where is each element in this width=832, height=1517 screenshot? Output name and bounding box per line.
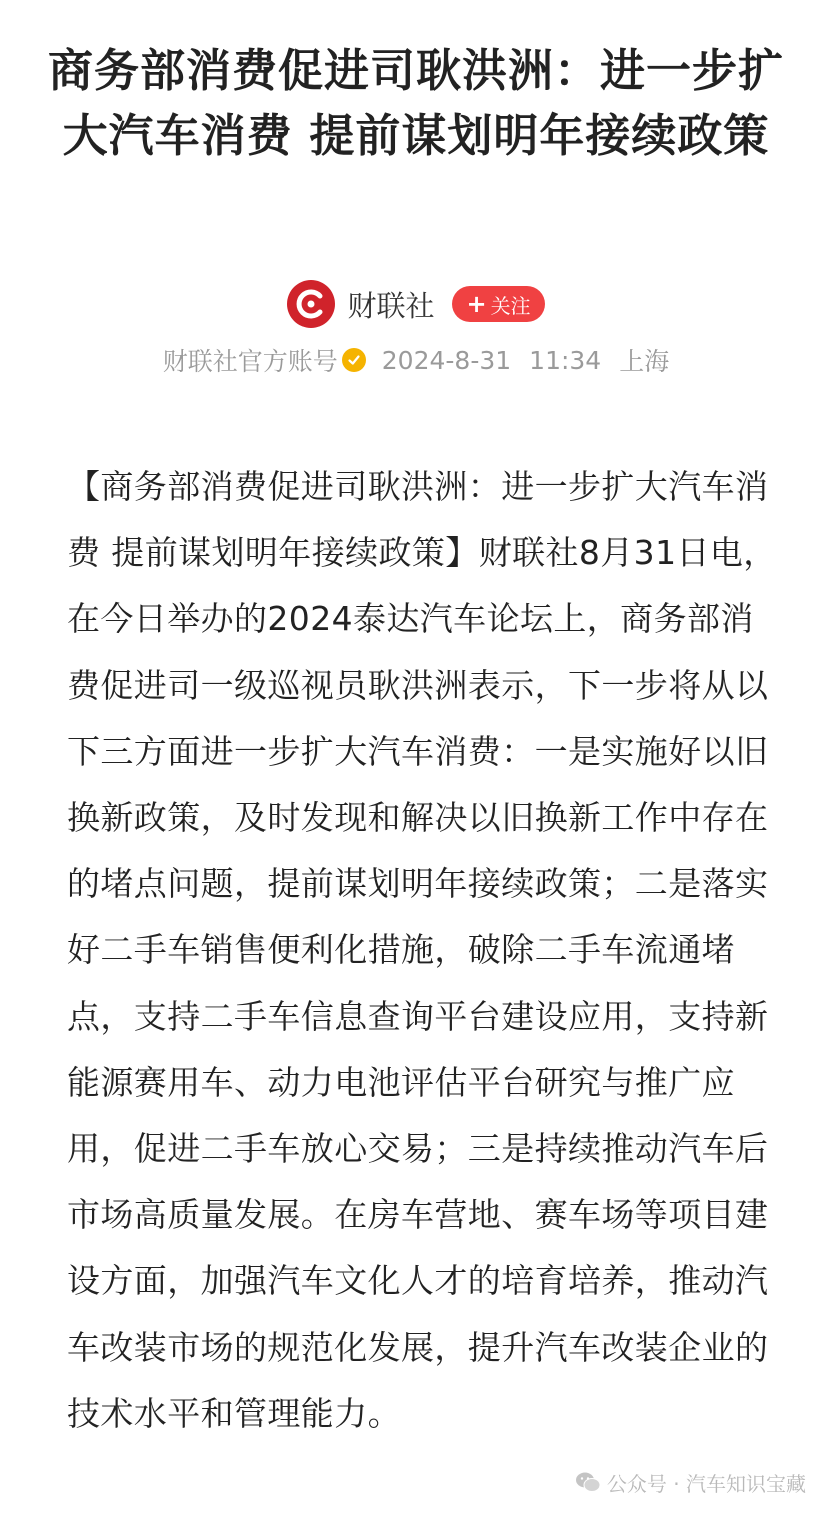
verified-badge-icon xyxy=(342,348,366,372)
source-row xyxy=(0,278,832,330)
source-name[interactable]: 财联社 xyxy=(347,288,435,323)
watermark-text: 公众号 · 汽车知识宝藏 xyxy=(606,1471,806,1496)
article-body: 【商务部消费促进司耿洪洲：进一步扩大汽车消费 提前谋划明年接续政策】财联社8月31日电，在今日举办的2024泰达汽车论坛上，商务部消费促进司一级巡视员耿洪洲表示，下一步将从以下三方面进一步扩大汽车消费：一是实施好以旧换新政策，及时发现和解决以旧换新工作中存在的堵点问题，提前谋划明年接续政策；二是落实好二手车销售便利化措施，破除二手车流通堵点，支持二手车信息查询平台建设应用，支持新能源赛用车、动力电池评估平台研究与推广应用，促进二手车放心交易；三是持续推动汽车后市场高质量发展。在房车营地、赛车场等项目建设方面，加强汽车文化人才的培育培养，推动汽车改装市场的规范化发展，提升汽车改装企业的技术水平和管理能力。 xyxy=(67,467,777,1433)
follow-button[interactable] xyxy=(452,286,544,322)
cailianshe-logo-icon[interactable] xyxy=(287,280,335,328)
watermark xyxy=(575,1466,806,1498)
publish-date: 2024-8-31 xyxy=(381,345,512,375)
wechat-icon xyxy=(575,1471,601,1493)
publish-location: 上海 xyxy=(619,347,670,376)
article-title: 商务部消费促进司耿洪洲：进一步扩大汽车消费 提前谋划明年接续政策 xyxy=(47,44,784,162)
follow-label: 关注 xyxy=(490,293,531,318)
publish-time: 11:34 xyxy=(529,345,602,375)
article-meta xyxy=(0,338,832,382)
account-label: 财联社官方账号 xyxy=(162,347,338,376)
plus-icon: + xyxy=(466,290,487,318)
